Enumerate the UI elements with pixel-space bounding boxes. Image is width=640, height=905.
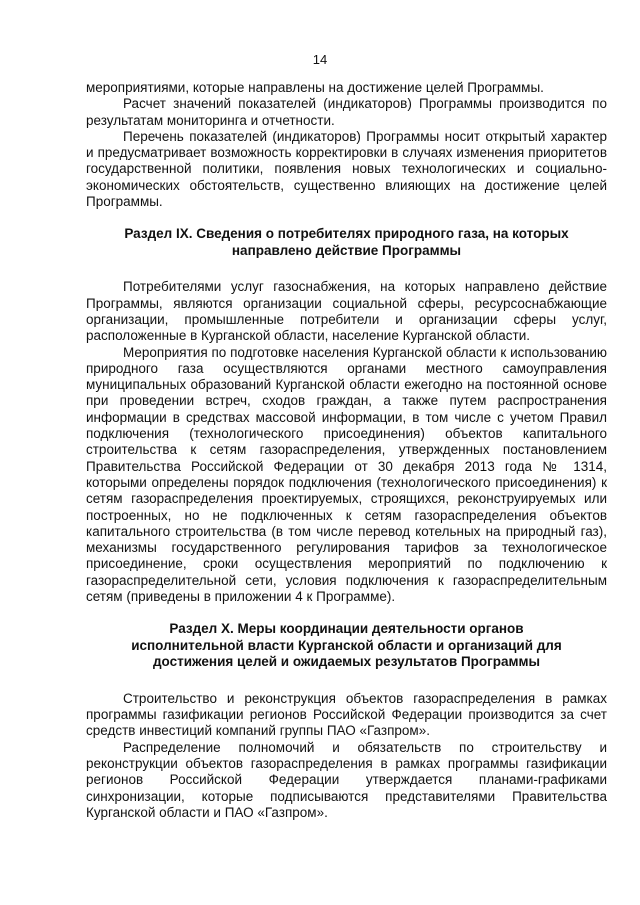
section-9-paragraph-measures: Мероприятия по подготовке населения Курганской области к использованию природного газа осуществляются органами местного самоуправления муниципальных образований Курганской области ежегодно на постоянной основе при проведении встреч, сходов граждан, а также путем распространения информации в средствах массовой информации, в том числе с учетом Правил подключения (технологического присоединения) объектов капитального строительства к сетям газораспределения, утвержденных постановлением Правительства Российской Федерации от 30 декабря 2013 года № 1314, которыми определены порядок подключения (технологического присоединения) к сетям газораспределения проектируемых, строящихся, реконструируемых или построенных, но не подключенных к сетям газораспределения объектов капитального строительства (в том числе перевод котельных на природный газ), механизмы государственного регулирования тарифов за технологическое присоединение, сроки осуществления мероприятий по подключению к газораспределительной сети, условия подключения к газораспределительным сетям (приведены в приложении 4 к Программе). <box>86 344 607 605</box>
paragraph-indicators-list: Перечень показателей (индикаторов) Программы носит открытый характер и предусматривает возможность корректировки в случаях изменения приоритетов государственной политики, появления новых технологических и социально-экономических обстоятельств, существенно влияющих на достижение целей Программы. <box>86 128 607 210</box>
section-9-paragraph-consumers: Потребителями услуг газоснабжения, на которых направлено действие Программы, являются организации социальной сферы, ресурсоснабжающие организации, промышленные потребители и организации сферы услуг, расположенные в Курганской области, население Курганской области. <box>86 279 607 344</box>
section-10-paragraph-responsibilities: Распределение полномочий и обязательств по строительству и реконструкции объектов газораспределения в рамках программы газификации регионов Российской Федерации утверждается планами-графиками синхронизации, которые подписываются представителями Правительства Курганской области и ПАО «Газпром». <box>86 739 607 820</box>
section-10-heading <box>86 621 607 671</box>
paragraph-calculation: Расчет значений показателей (индикаторов) Программы производится по результатам мониторинга и отчетности. <box>86 96 607 128</box>
section-10-heading-line2: исполнительной власти Курганской области и организаций для <box>131 637 562 653</box>
page-number: 14 <box>312 52 328 67</box>
section-9-heading-line2: направлено действие Программы <box>231 242 462 258</box>
paragraph-continuation: мероприятиями, которые направлены на достижение целей Программы. <box>86 80 544 95</box>
section-10-heading-line1: Раздел X. Меры координации деятельности органов <box>169 621 524 637</box>
section-9-heading <box>86 226 607 259</box>
document-body <box>86 80 607 821</box>
section-10-paragraph-construction: Строительство и реконструкция объектов газораспределения в рамках программы газификации регионов Российской Федерации производится за счет средств инвестиций компаний группы ПАО «Газпром». <box>86 690 607 739</box>
section-10-heading-line3: достижения целей и ожидаемых результатов Программы <box>152 654 541 670</box>
section-9-heading-line1: Раздел IX. Сведения о потребителях природного газа, на которых <box>124 226 569 242</box>
